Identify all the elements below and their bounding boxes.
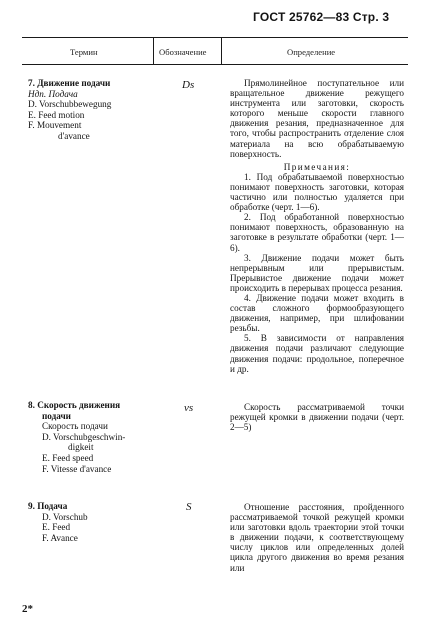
- entry-7-definition-text: Прямолинейное поступательное или вращательное движение режущего инструмента или заготовки, скорость которого меньше скорости главного движения резания, предназначенное для того, чтобы распространить отделение слоя материала на всю обрабатываемую поверхность.: [230, 78, 404, 159]
- table-header-rule: [22, 64, 408, 65]
- column-divider-2: [221, 37, 222, 65]
- entry-7-definition: [230, 78, 404, 374]
- table-top-rule: [22, 37, 408, 38]
- entry-7-number: 7.: [28, 78, 35, 88]
- entry-7-fr-1: F. Mouvement: [28, 120, 82, 131]
- entry-9-en: E. Feed: [42, 522, 71, 533]
- entry-7-symbol: Ds: [182, 79, 195, 91]
- page-mark: 2*: [22, 603, 33, 615]
- entry-9-term: [28, 501, 152, 543]
- page-header: ГОСТ 25762—83 Стр. 3: [253, 10, 390, 24]
- entry-7-note-5: 5. В зависимости от направления движения подачи различают следующие движения подачи: продольное, поперечное и др.: [230, 333, 404, 374]
- entry-7-title: Движение подачи: [37, 78, 111, 88]
- entry-9-symbol: S: [186, 501, 192, 513]
- entry-8-en: E. Feed speed: [42, 452, 94, 463]
- entry-8-number: 8.: [28, 400, 35, 410]
- entry-8-symbol: vs: [184, 402, 194, 414]
- entry-7-de: D. Vorschubbewegung: [28, 99, 112, 110]
- entry-8-title-1: Скорость движения: [37, 400, 121, 410]
- entry-8-de-2: digkeit: [68, 442, 94, 453]
- entry-8-definition: Скорость рассматриваемой точки режущей кромки в движении подачи (черт. 2—5): [230, 402, 404, 433]
- entry-9-title: Подача: [37, 501, 68, 511]
- entry-7-alt: Ндп. Подача: [28, 88, 78, 99]
- entry-8-de-1: D. Vorschubgeschwin-: [42, 431, 126, 442]
- entry-8-alt: Скорость подачи: [42, 421, 108, 432]
- entry-7-notes-title: Примечания:: [283, 161, 351, 172]
- entry-7-note-4: 4. Движение подачи может входить в состав сложного формообразующего движения, например, при шлифовании резьбы.: [230, 292, 404, 334]
- column-header-symbol: Обозначение: [159, 47, 207, 57]
- entry-9-definition: Отношение расстояния, пройденного рассматриваемой точкой режущей кромки или заготовки вдоль траектории этой точки в движении подачи, к соответствующему числу циклов или определенных долей цикла другого движения во время резания или: [230, 502, 404, 573]
- entry-7-en: E. Feed motion: [28, 109, 85, 120]
- column-divider-1: [153, 37, 154, 65]
- entry-7-note-2: 2. Под обработанной поверхностью понимают поверхность, образованную на заготовке в результате обработки (черт. 1—6).: [230, 212, 404, 253]
- entry-8-term: [28, 400, 152, 474]
- entry-9-de: D. Vorschub: [42, 511, 88, 522]
- entry-7-fr-2: d'avance: [58, 130, 90, 141]
- entry-8-title-2: подачи: [42, 410, 71, 421]
- entry-7-term: [28, 78, 152, 142]
- entry-7-note-1: 1. Под обрабатываемой поверхностью понимают поверхность заготовки, которая частично или полностью удаляется при обработке (черт. 1—6).: [230, 171, 404, 213]
- entry-7-note-3: 3. Движение подачи может быть непрерывным или прерывистым. Прерывистое движение подачи может происходить в перерывах процесса резания.: [230, 252, 404, 293]
- entry-8-fr: F. Vitesse d'avance: [42, 463, 112, 474]
- column-header-definition: Определение: [287, 47, 336, 57]
- entry-9-fr: F. Avance: [42, 532, 78, 543]
- column-header-term: Термин: [70, 47, 98, 57]
- entry-9-number: 9.: [28, 501, 35, 511]
